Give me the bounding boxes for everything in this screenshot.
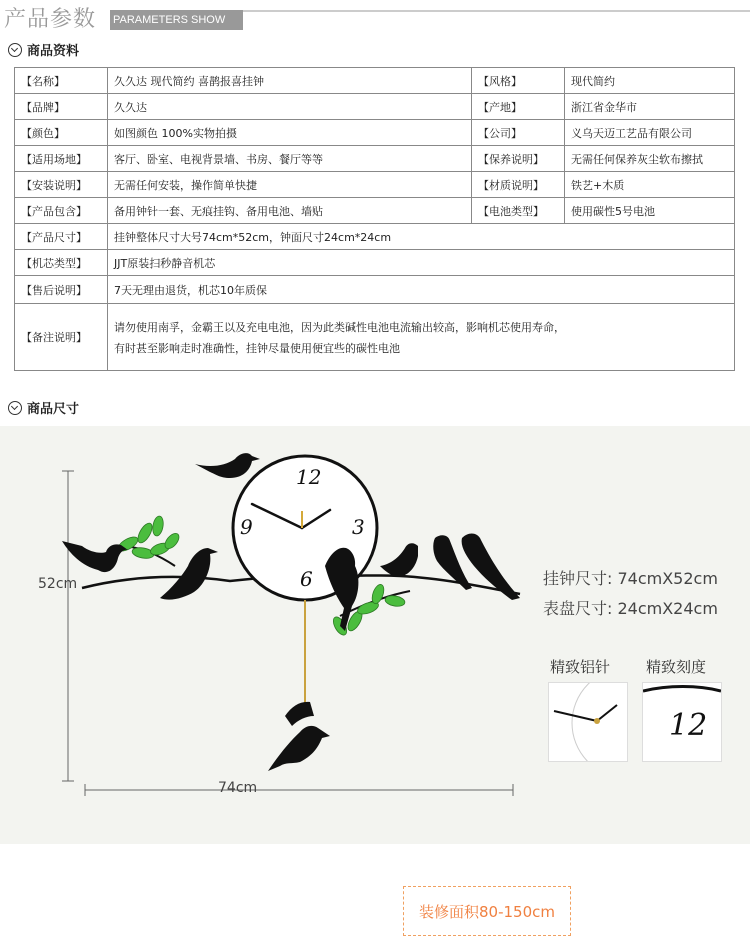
width-label: 74cm	[218, 780, 258, 796]
spec-key: 【机芯类型】	[15, 250, 108, 276]
numeral-9: 9	[240, 515, 253, 539]
table-row	[15, 172, 735, 198]
header-title: 产品参数	[4, 7, 97, 32]
numeral-3: 3	[352, 515, 365, 539]
spec-key: 【产品包含】	[15, 198, 108, 224]
height-label: 52cm	[38, 576, 78, 592]
product-scene	[0, 426, 750, 921]
section-product-info	[8, 40, 79, 59]
section-title: 商品尺寸	[27, 402, 80, 417]
table-row	[15, 94, 735, 120]
clock-size-label: 挂钟尺寸: 74cmX52cm	[543, 569, 718, 588]
table-row	[15, 276, 735, 304]
spec-value: 久久达 现代简约 喜鹊报喜挂钟	[108, 68, 472, 94]
header-subtitle: PARAMETERS SHOW	[110, 10, 243, 30]
spec-value: 如图颜色 100%实物拍摄	[108, 120, 472, 146]
spec-value: 久久达	[108, 94, 472, 120]
spec-value: 无需任何安装，操作简单快捷	[108, 172, 472, 198]
spec-value: 备用钟针一套、无痕挂钩、备用电池、墙贴	[108, 198, 472, 224]
decor-area-note: 装修面积80-150cm	[403, 886, 571, 936]
detail-photo-hands	[548, 682, 628, 762]
table-row	[15, 198, 735, 224]
spec-key: 【保养说明】	[472, 146, 565, 172]
table-row	[15, 146, 735, 172]
remark-line: 有时甚至影响走时准确性，挂钟尽量使用便宜些的碳性电池	[114, 341, 400, 355]
table-row	[15, 224, 735, 250]
spec-value	[108, 304, 735, 371]
spec-value: 使用碳性5号电池	[565, 198, 735, 224]
spec-value: JJT原装扫秒静音机芯	[108, 250, 735, 276]
spec-key: 【售后说明】	[15, 276, 108, 304]
detail-photo-scale	[642, 682, 722, 762]
spec-key: 【颜色】	[15, 120, 108, 146]
chevron-down-icon	[8, 43, 22, 57]
spec-key: 【适用场地】	[15, 146, 108, 172]
clock-illustration	[0, 426, 750, 844]
spec-table	[14, 67, 735, 371]
spec-value: 铁艺+木质	[565, 172, 735, 198]
table-row	[15, 304, 735, 371]
spec-key: 【材质说明】	[472, 172, 565, 198]
table-row	[15, 120, 735, 146]
section-title: 商品资料	[27, 44, 80, 59]
spec-value: 现代简约	[565, 68, 735, 94]
spec-key: 【名称】	[15, 68, 108, 94]
spec-key: 【产品尺寸】	[15, 224, 108, 250]
detail-label-hands: 精致铝针	[550, 658, 611, 676]
table-row	[15, 250, 735, 276]
spec-value: 客厅、卧室、电视背景墙、书房、餐厅等等	[108, 146, 472, 172]
section-product-size	[8, 398, 79, 417]
numeral-12: 12	[669, 708, 708, 743]
spec-key: 【安装说明】	[15, 172, 108, 198]
chevron-down-icon	[8, 401, 22, 415]
detail-label-scale: 精致刻度	[646, 658, 707, 676]
spec-key: 【产地】	[472, 94, 565, 120]
remark-line: 请勿使用南孚，金霸王以及充电电池，因为此类碱性电池电流输出较高，影响机芯使用寿命，	[114, 320, 565, 334]
spec-value: 无需任何保养灰尘软布擦拭	[565, 146, 735, 172]
numeral-12: 12	[296, 465, 322, 489]
page-header	[0, 0, 750, 32]
spec-value: 挂钟整体尺寸大号74cm*52cm，钟面尺寸24cm*24cm	[108, 224, 735, 250]
spec-key: 【电池类型】	[472, 198, 565, 224]
dial-size-label: 表盘尺寸: 24cmX24cm	[543, 599, 718, 618]
spec-value: 7天无理由退货，机芯10年质保	[108, 276, 735, 304]
spec-key: 【风格】	[472, 68, 565, 94]
spec-key: 【品牌】	[15, 94, 108, 120]
table-row	[15, 68, 735, 94]
spec-value: 浙江省金华市	[565, 94, 735, 120]
numeral-6: 6	[300, 567, 313, 591]
spec-key: 【备注说明】	[15, 304, 108, 371]
spec-value: 义乌天迈工艺品有限公司	[565, 120, 735, 146]
spec-key: 【公司】	[472, 120, 565, 146]
